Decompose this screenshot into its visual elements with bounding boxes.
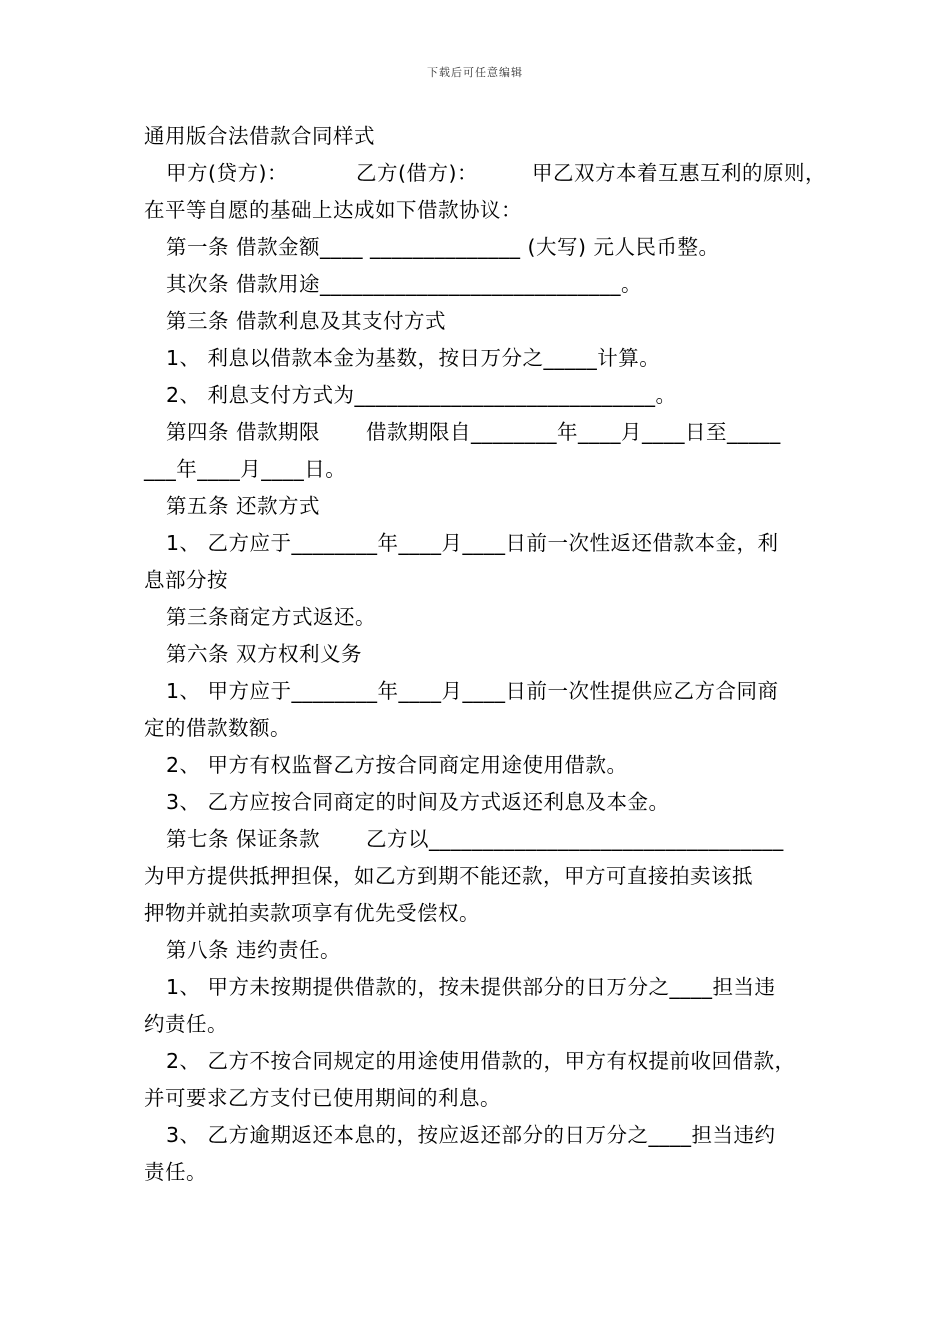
paragraph-line: 息部分按 (144, 568, 228, 592)
clause-6-heading: 第六条 双方权利义务 (166, 642, 363, 666)
clause-5-heading: 第五条 还款方式 (166, 494, 321, 518)
clause-4-heading: 第四条 借款期限 (166, 420, 321, 444)
clause-8-heading: 第八条 违约责任。 (166, 938, 342, 962)
clause-4-term: 借款期限自________年____月____日至_____ (366, 420, 781, 444)
clause-7-heading: 第七条 保证条款 (166, 827, 321, 851)
paragraph-line: 为甲方提供抵押担保，如乙方到期不能还款，甲方可直接拍卖该抵 (144, 864, 753, 888)
clause-3-item-2: 2、 利息支付方式为____________________________。 (166, 383, 677, 407)
page-header: 下载后可任意编辑 (427, 66, 523, 79)
clause-6-item-3: 3、 乙方应按合同商定的时间及方式返还利息及本金。 (166, 790, 670, 814)
contract-body (144, 118, 834, 1191)
clause-6-item-1: 1、 甲方应于________年____月____日前一次性提供应乙方合同商 (166, 679, 779, 703)
party-b-label: 乙方(借方)： (356, 161, 478, 185)
clause-8-item-3: 3、 乙方逾期返还本息的，按应返还部分的日万分之____担当违约 (166, 1123, 776, 1147)
paragraph-line: 在平等自愿的基础上达成如下借款协议： (144, 198, 522, 222)
clause-8-item-2: 2、 乙方不按合同规定的用途使用借款的，甲方有权提前收回借款， (166, 1049, 796, 1073)
clause-2-purpose: 其次条 借款用途____________________________。 (166, 272, 643, 296)
paragraph-line: 约责任。 (144, 1012, 228, 1036)
clause-5-item-1: 1、 乙方应于________年____月____日前一次性返还借款本金，利 (166, 531, 779, 555)
paragraph-line: 并可要求乙方支付已使用期间的利息。 (144, 1086, 501, 1110)
parties-line (144, 155, 834, 192)
clause-6-item-2: 2、 甲方有权监督乙方按合同商定用途使用借款。 (166, 753, 628, 777)
clause-7-line (144, 821, 834, 858)
paragraph-line: 押物并就拍卖款项享有优先受偿权。 (144, 901, 480, 925)
document-title: 通用版合法借款合同样式 (144, 124, 375, 148)
party-a-label: 甲方(贷方)： (166, 161, 288, 185)
preamble-text: 甲乙双方本着互惠互利的原则， (532, 161, 826, 185)
clause-4-line (144, 414, 834, 451)
clause-7-collateral: 乙方以_________________________________ (366, 827, 784, 851)
clause-3-item-1: 1、 利息以借款本金为基数，按日万分之_____计算。 (166, 346, 661, 370)
paragraph-line: ___年____月____日。 (144, 457, 347, 481)
paragraph-line: 责任。 (144, 1160, 207, 1184)
clause-8-item-1: 1、 甲方未按期提供借款的，按未提供部分的日万分之____担当违 (166, 975, 776, 999)
clause-1-amount: 第一条 借款金额____ ______________ (大写) 元人民币整。 (166, 235, 720, 259)
paragraph-line: 第三条商定方式返还。 (166, 605, 376, 629)
paragraph-line: 定的借款数额。 (144, 716, 291, 740)
clause-3-heading: 第三条 借款利息及其支付方式 (166, 309, 447, 333)
